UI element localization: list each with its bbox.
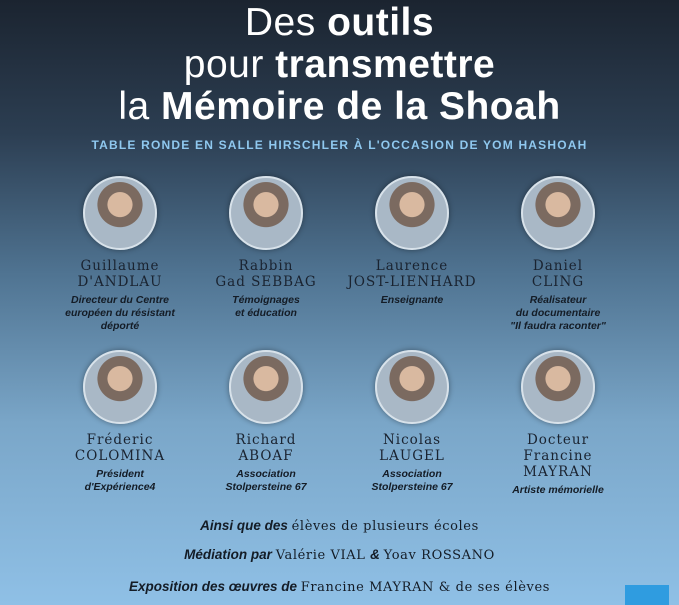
speaker-role-line: et éducation bbox=[235, 307, 297, 319]
speaker-name: Guillaume bbox=[80, 258, 160, 274]
speaker-photo bbox=[229, 350, 303, 424]
speaker-role bbox=[191, 294, 341, 320]
speaker-role bbox=[337, 294, 487, 307]
speaker-name: Laurence bbox=[375, 258, 449, 274]
speaker-photo bbox=[521, 350, 595, 424]
speaker-card bbox=[483, 350, 633, 497]
speaker-role bbox=[483, 294, 633, 333]
speaker-photo bbox=[375, 176, 449, 250]
title-text: Des bbox=[244, 1, 328, 44]
speaker-role-line: Directeur du Centre bbox=[70, 294, 170, 306]
footer-bold: Ainsi que des bbox=[200, 518, 292, 533]
title-text-bold: outils bbox=[327, 1, 435, 44]
footer-bold: Exposition des œuvres de bbox=[128, 579, 301, 594]
speaker-name: LAUGEL bbox=[379, 448, 445, 464]
speaker-photo bbox=[375, 350, 449, 424]
speaker-name: JOST-LIENHARD bbox=[347, 274, 477, 290]
speaker-role bbox=[191, 468, 341, 494]
speaker-role-line: du documentaire bbox=[515, 307, 601, 319]
title-text: la bbox=[118, 85, 162, 128]
speaker-role bbox=[337, 468, 487, 494]
footer-line-mediation bbox=[0, 547, 679, 563]
title-line-3 bbox=[0, 86, 679, 127]
speaker-role-line: européen du résistant bbox=[65, 307, 175, 319]
speaker-photo bbox=[83, 176, 157, 250]
speaker-card bbox=[191, 176, 341, 320]
title-line-2 bbox=[0, 44, 679, 85]
title-text-bold: Mémoire de la Shoah bbox=[161, 85, 561, 128]
subtitle: TABLE RONDE EN SALLE HIRSCHLER À L'OCCASION DE YOM HASHOAH bbox=[91, 138, 588, 152]
speaker-role-line: Réalisateur bbox=[529, 294, 587, 306]
speaker-card bbox=[45, 350, 195, 494]
speaker-name: Fréderic bbox=[86, 432, 154, 448]
speaker-role-line: Stolpersteine 67 bbox=[371, 481, 453, 493]
speaker-name: MAYRAN bbox=[523, 464, 593, 480]
speaker-card bbox=[337, 350, 487, 494]
speaker-name: Nicolas bbox=[382, 432, 442, 448]
speaker-role bbox=[45, 468, 195, 494]
speaker-photo bbox=[521, 176, 595, 250]
speaker-name: D'ANDLAU bbox=[77, 274, 163, 290]
speaker-role bbox=[45, 294, 195, 333]
speaker-name: Docteur bbox=[526, 432, 590, 448]
speaker-role-line: Président bbox=[96, 468, 144, 480]
speaker-name: Rabbin bbox=[238, 258, 294, 274]
speaker-card bbox=[337, 176, 487, 307]
speaker-name: CLING bbox=[531, 274, 585, 290]
footer-serif: Yoav ROSSANO bbox=[383, 548, 495, 563]
footer-serif: Francine MAYRAN & de ses élèves bbox=[300, 580, 551, 595]
speaker-role-line: Association bbox=[382, 468, 442, 480]
footer-serif: Valérie VIAL bbox=[275, 548, 371, 563]
speaker-name: Francine bbox=[523, 448, 593, 464]
speaker-role-line: Enseignante bbox=[380, 294, 444, 306]
footer-serif: élèves de plusieurs écoles bbox=[291, 519, 479, 534]
speaker-role-line: Stolpersteine 67 bbox=[225, 481, 307, 493]
speaker-role-line: Artiste mémorielle bbox=[512, 484, 604, 496]
speaker-role-line: Témoignages bbox=[232, 294, 300, 306]
footer-bold: & bbox=[370, 547, 384, 562]
speaker-name: Daniel bbox=[532, 258, 584, 274]
speaker-card bbox=[45, 176, 195, 333]
speaker-role-line: d'Expérience4 bbox=[84, 481, 156, 493]
speaker-role-line: Association bbox=[236, 468, 296, 480]
logo-icon bbox=[625, 585, 669, 605]
title-text: pour bbox=[183, 43, 276, 86]
speaker-photo bbox=[83, 350, 157, 424]
speaker-role bbox=[483, 484, 633, 497]
footer-line-students bbox=[0, 518, 679, 534]
speaker-role-line: déporté bbox=[100, 320, 140, 332]
footer-line-exhibition bbox=[0, 579, 679, 595]
speaker-photo bbox=[229, 176, 303, 250]
speaker-name: COLOMINA bbox=[74, 448, 166, 464]
speaker-name: Richard bbox=[235, 432, 297, 448]
speaker-card bbox=[191, 350, 341, 494]
title-text-bold: transmettre bbox=[275, 43, 496, 86]
speaker-name: Gad SEBBAG bbox=[215, 274, 317, 290]
speaker-name: ABOAF bbox=[238, 448, 294, 464]
speaker-role-line: "Il faudra raconter" bbox=[510, 320, 606, 332]
footer-bold: Médiation par bbox=[184, 547, 276, 562]
speaker-card bbox=[483, 176, 633, 333]
title-line-1 bbox=[0, 2, 679, 43]
